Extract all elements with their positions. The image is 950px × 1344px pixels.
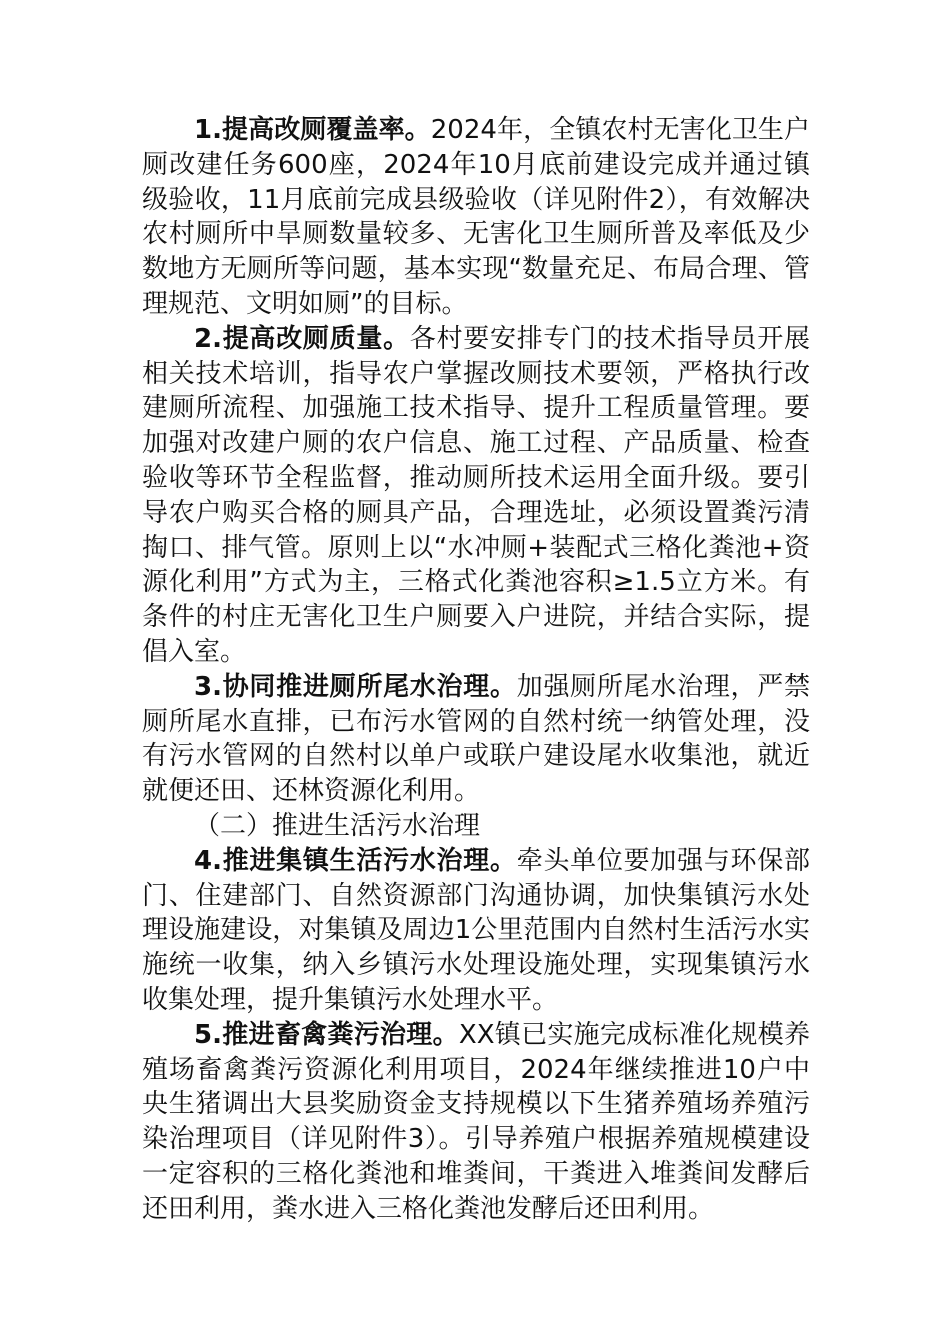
paragraph-4-body: 牵头单位要加强与环保部门、住建部门、自然资源部门沟通协调，加快集镇污水处理设施建设，对集镇及周边1公里范围内自然村生活污水实施统一收集，纳入乡镇污水处理设施处理，实现集镇污水收集处理，提升集镇污水处理水平。	[142, 845, 810, 1015]
section-heading: （二）推进生活污水治理	[194, 810, 481, 841]
paragraph-1-heading: 1.提高改厕覆盖率。	[194, 115, 431, 145]
paragraph-4-heading: 4.推进集镇生活污水治理。	[194, 845, 517, 876]
paragraph-5	[142, 1018, 810, 1227]
document-page	[142, 113, 810, 1227]
paragraph-1	[142, 113, 810, 322]
paragraph-3-heading: 3.协同推进厕所尾水治理。	[194, 671, 517, 702]
paragraph-2-heading: 2.提高改厕质量。	[194, 323, 410, 354]
paragraph-5-body: XX镇已实施完成标准化规模养殖场畜禽粪污资源化利用项目，2024年继续推进10户中央生猪调出大县奖励资金支持规模以下生猪养殖场养殖污染治理项目（详见附件3）。引导养殖户根据养殖规模建设一定容积的三格化粪池和堆粪间，干粪进入堆粪间发酵后还田利用，粪水进入三格化粪池发酵后还田利用。	[142, 1019, 811, 1224]
paragraph-1-body: 2024年，全镇农村无害化卫生户厕改建任务600座，2024年10月底前建设完成并通过镇级验收，11月底前完成县级验收（详见附件2），有效解决农村厕所中旱厕数量较多、无害化卫生厕所普及率低及少数地方无厕所等问题，基本实现“数量充足、布局合理、管理规范、文明如厕”的目标。	[142, 115, 810, 319]
paragraph-2-body: 各村要安排专门的技术指导员开展相关技术培训，指导农户掌握改厕技术要领，严格执行改建厕所流程、加强施工技术指导、提升工程质量管理。要加强对改建户厕的农户信息、施工过程、产品质量、检查验收等环节全程监督，推动厕所技术运用全面升级。要引导农户购买合格的厕具产品，合理选址，必须设置粪污清掏口、排气管。原则上以“水冲厕+装配式三格化粪池+资源化利用”方式为主，三格式化粪池容积≥1.5立方米。有条件的村庄无害化卫生户厕要入户进院，并结合实际，提倡入室。	[142, 323, 810, 667]
paragraph-2	[142, 322, 810, 670]
paragraph-3	[142, 670, 810, 809]
paragraph-4	[142, 844, 810, 1018]
paragraph-5-heading: 5.推进畜禽粪污治理。	[194, 1019, 459, 1050]
paragraph-3-body: 加强厕所尾水治理，严禁厕所尾水直排，已布污水管网的自然村统一纳管处理，没有污水管网的自然村以单户或联户建设尾水收集池，就近就便还田、还林资源化利用。	[142, 671, 810, 807]
